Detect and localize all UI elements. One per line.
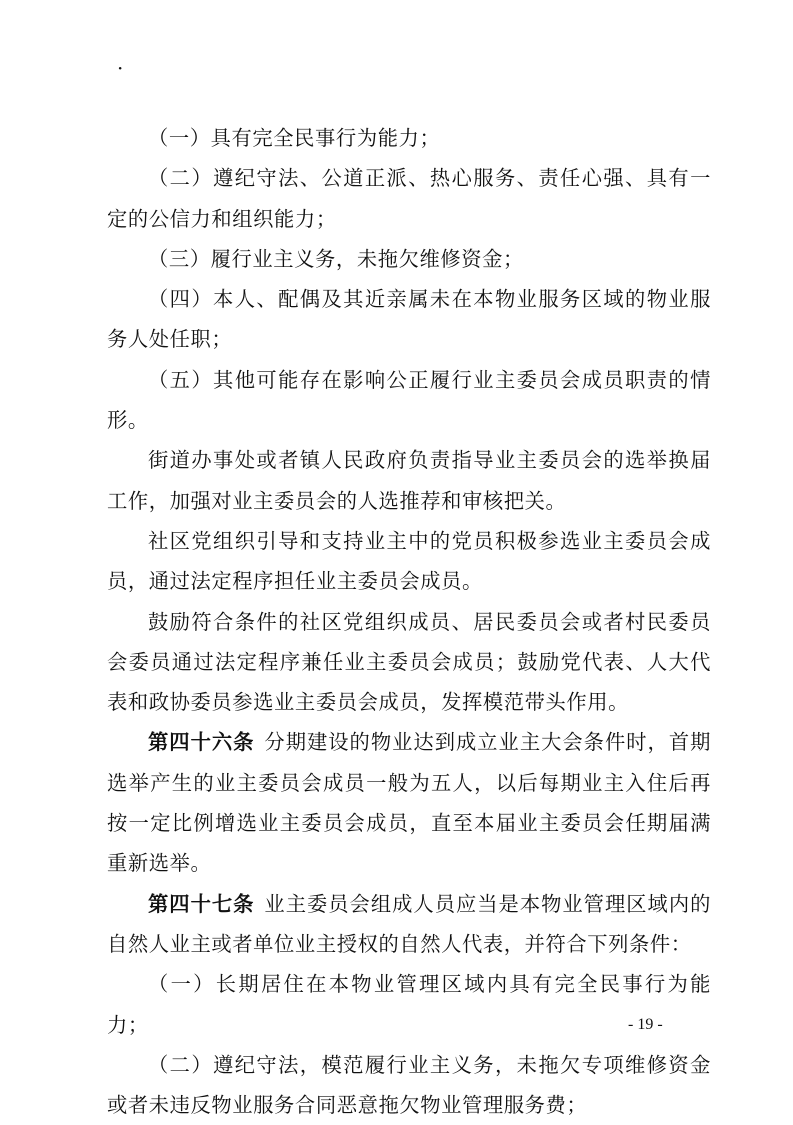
paragraph-2	[107, 158, 711, 239]
paragraph-text: （五）其他可能存在影响公正履行业主委员会成员职责的情形。	[107, 367, 711, 433]
paragraph-3	[107, 239, 711, 279]
paragraph-5	[107, 360, 711, 441]
paragraph-1	[107, 118, 711, 158]
article-heading: 第四十七条	[148, 891, 255, 916]
paragraph-text: （二）遵纪守法，模范履行业主义务，未拖欠专项维修资金或者未违反物业服务合同恶意拖欠物业管理服务费；	[107, 1052, 711, 1118]
paragraph-8	[107, 602, 711, 723]
paragraph-11	[107, 964, 711, 1045]
paragraph-text: （一）长期居住在本物业管理区域内具有完全民事行为能力；	[107, 972, 711, 1037]
paragraph-text: 社区党组织引导和支持业主中的党员积极参选业主委员会成员，通过法定程序担任业主委员会成员。	[107, 528, 711, 594]
top-mark: ·	[117, 56, 124, 80]
article-46	[107, 722, 711, 883]
paragraph-6	[107, 440, 711, 521]
paragraph-text: （一）具有完全民事行为能力；	[148, 126, 441, 150]
paragraph-12	[107, 1045, 711, 1125]
paragraph-text: （二）遵纪守法、公道正派、热心服务、责任心强、具有一定的公信力和组织能力；	[107, 166, 711, 231]
article-text: 业主委员会组成人员应当是本物业管理区域内的自然人业主或者单位业主授权的自然人代表，并符合下列条件：	[107, 891, 711, 956]
paragraph-text: （三）履行业主义务，未拖欠维修资金；	[148, 246, 524, 271]
paragraph-text: 街道办事处或者镇人民政府负责指导业主委员会的选举换届工作，加强对业主委员会的人选推荐和审核把关。	[107, 448, 711, 513]
document-body	[107, 118, 711, 1125]
page-number: - 19 -	[628, 1016, 663, 1033]
paragraph-7	[107, 521, 711, 602]
article-text: 分期建设的物业达到成立业主大会条件时，首期选举产生的业主委员会成员一般为五人，以后每期业主入住后再按一定比例增选业主委员会成员，直至本届业主委员会任期届满重新选举。	[107, 730, 711, 876]
article-47	[107, 884, 711, 965]
paragraph-text: （四）本人、配偶及其近亲属未在本物业服务区域的物业服务人处任职；	[107, 287, 711, 352]
paragraph-text: 鼓励符合条件的社区党组织成员、居民委员会或者村民委员会委员通过法定程序兼任业主委员会成员；鼓励党代表、人大代表和政协委员参选业主委员会成员，发挥模范带头作用。	[107, 609, 711, 715]
paragraph-4	[107, 279, 711, 360]
article-heading: 第四十六条	[148, 730, 255, 755]
